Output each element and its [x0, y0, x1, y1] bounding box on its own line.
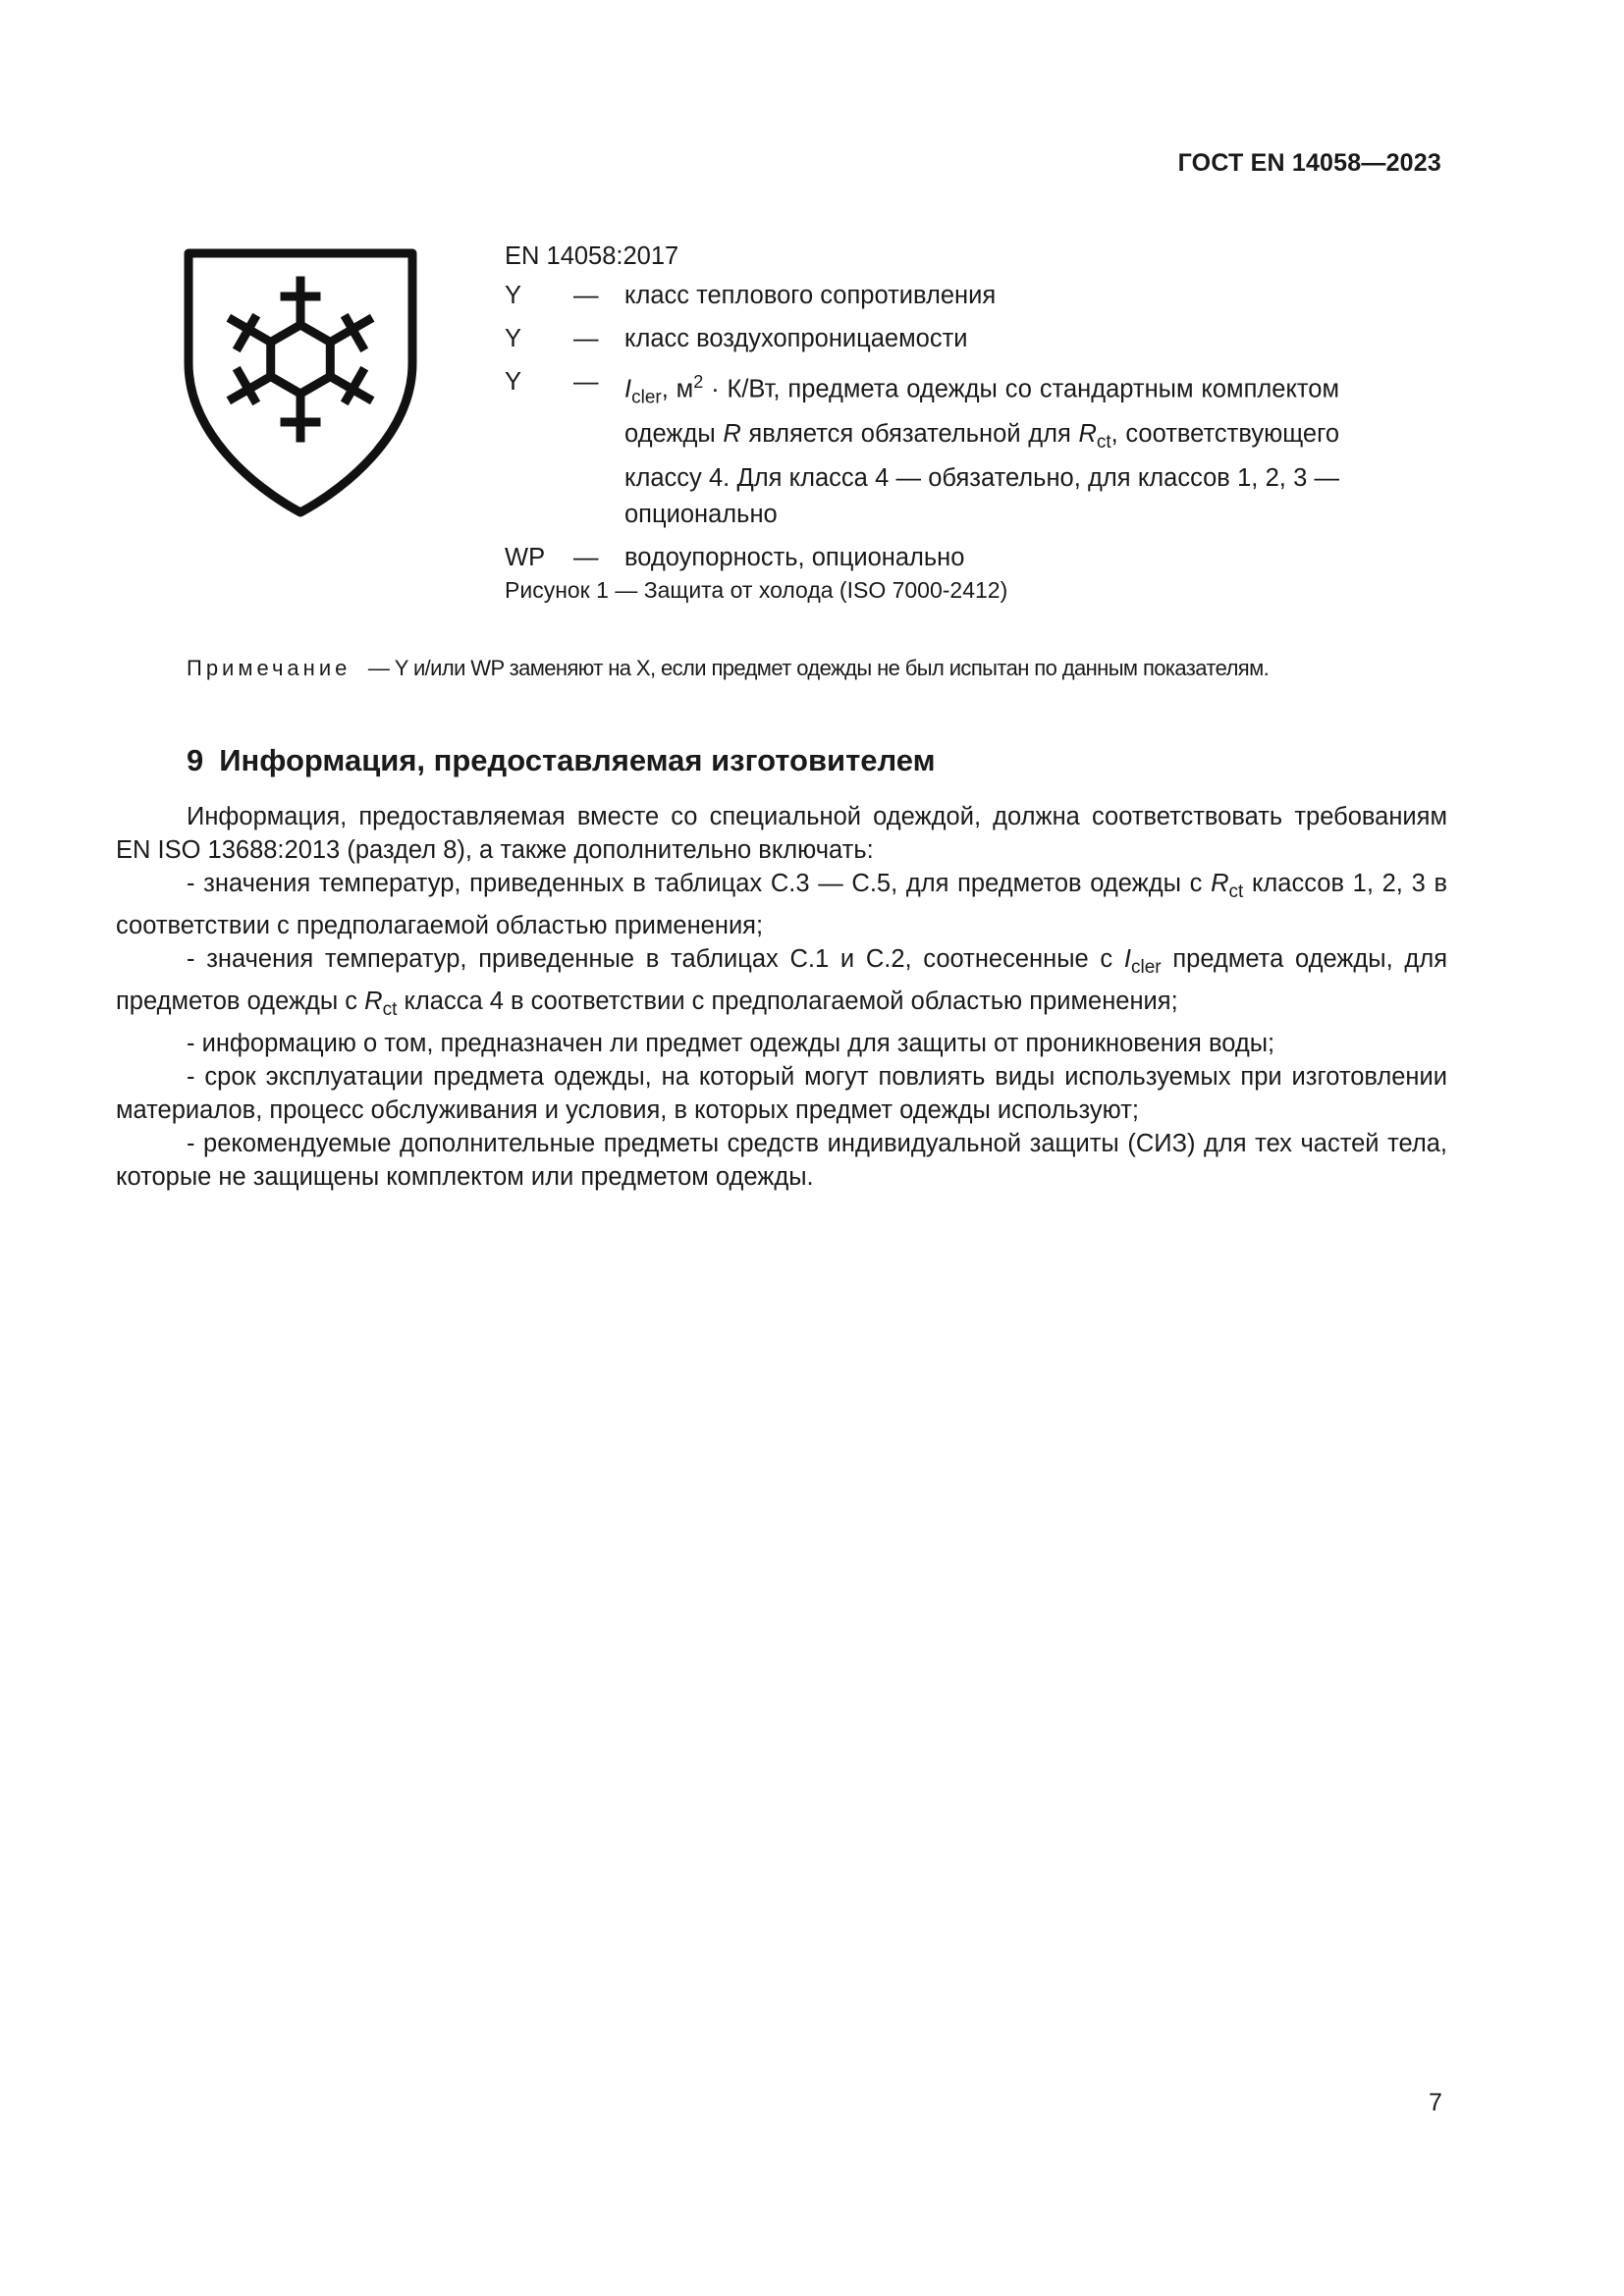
text-fragment: классов 1, 2, 3 в соответствии с предполагаемой областью применения;: [116, 870, 1447, 940]
marking-dash: —: [573, 368, 599, 396]
note-text: — Y и/или WP заменяют на X, если предмет одежды не был испытан по данным показателям.: [362, 656, 1270, 680]
paragraph: Информация, предоставляемая вместе со специальной одеждой, должна соответствовать требованиям EN ISO 13688:2013 (раздел 8), а также дополнительно включать:: [116, 803, 1447, 864]
marking-row-thermal: [505, 278, 1339, 314]
marking-dash: —: [573, 325, 599, 352]
section-heading: [187, 743, 936, 778]
note-label: Примечание: [187, 656, 352, 680]
symbol-r: R: [723, 419, 741, 448]
paragraph: - срок эксплуатации предмета одежды, на который могут повлиять виды используемых при изготовлении материалов, процесс обслуживания и условия, в которых предмет одежды используют;: [116, 1063, 1447, 1125]
subscript: cler: [631, 387, 662, 408]
symbol-r: R: [1211, 870, 1229, 897]
text-fragment: , соответствующего классу 4. Для класса 4 — обязательно, для классов 1, 2, 3 — опционально: [624, 419, 1339, 528]
marking-legend: [505, 239, 1339, 583]
marking-row-water-resistance: [505, 540, 1339, 576]
marking-description: [624, 364, 1339, 533]
paragraph: [116, 942, 1447, 1027]
marking-description: водоупорность, опционально: [624, 543, 965, 571]
note: [187, 656, 1443, 681]
paragraph: [116, 867, 1447, 942]
paragraph: - рекомендуемые дополнительные предметы средств индивидуальной защиты (СИЗ) для тех частей тела, которые не защищены комплектом или предметом одежды.: [116, 1130, 1447, 1192]
figure-caption: Рисунок 1 — Защита от холода (ISO 7000-2412): [505, 577, 1008, 603]
text-fragment: предмета одежды, для предметов одежды с: [116, 945, 1448, 1016]
text-fragment: класса 4 в соответствии с предполагаемой областью применения;: [397, 988, 1178, 1016]
section-body: [116, 800, 1447, 1194]
text-fragment: , м: [661, 375, 694, 403]
symbol-i: I: [624, 375, 632, 403]
symbol-r: R: [1078, 419, 1097, 448]
marking-code: Y: [505, 325, 522, 352]
marking-row-insulation: [505, 364, 1339, 533]
text-fragment: · К/Вт, предмета одежды со стандартным комплектом одежды: [624, 375, 1339, 448]
subscript: cler: [1130, 957, 1162, 979]
symbol-i: I: [1123, 945, 1131, 974]
marking-code: Y: [505, 282, 522, 309]
subscript: ct: [382, 999, 398, 1021]
document-header: ГОСТ EN 14058—2023: [1177, 149, 1441, 177]
section-number: 9: [187, 743, 204, 777]
marking-code: WP: [505, 543, 546, 571]
standard-reference: EN 14058:2017: [505, 242, 679, 270]
section-title: Информация, предоставляемая изготовителем: [219, 743, 936, 777]
page-number: 7: [1429, 2089, 1442, 2116]
subscript: ct: [1228, 881, 1244, 903]
marking-code: Y: [505, 368, 522, 396]
marking-dash: —: [573, 543, 599, 571]
marking-description: класс теплового сопротивления: [624, 282, 997, 309]
subscript: ct: [1096, 431, 1111, 453]
symbol-r: R: [364, 988, 383, 1016]
marking-row-air-permeability: [505, 321, 1339, 357]
paragraph: - информацию о том, предназначен ли предмет одежды для защиты от проникновения воды;: [187, 1030, 1275, 1058]
text-fragment: - значения температур, приведенных в таблицах С.3 — С.5, для предметов одежды с: [187, 870, 1212, 897]
cold-protection-shield-snowflake-icon: [183, 245, 418, 520]
text-fragment: - значения температур, приведенные в таблицах С.1 и С.2, соотнесенные с: [187, 945, 1124, 974]
marking-description: класс воздухопроницаемости: [624, 325, 968, 352]
marking-dash: —: [573, 282, 599, 309]
superscript: 2: [693, 372, 704, 392]
text-fragment: является обязательной для: [740, 419, 1079, 448]
